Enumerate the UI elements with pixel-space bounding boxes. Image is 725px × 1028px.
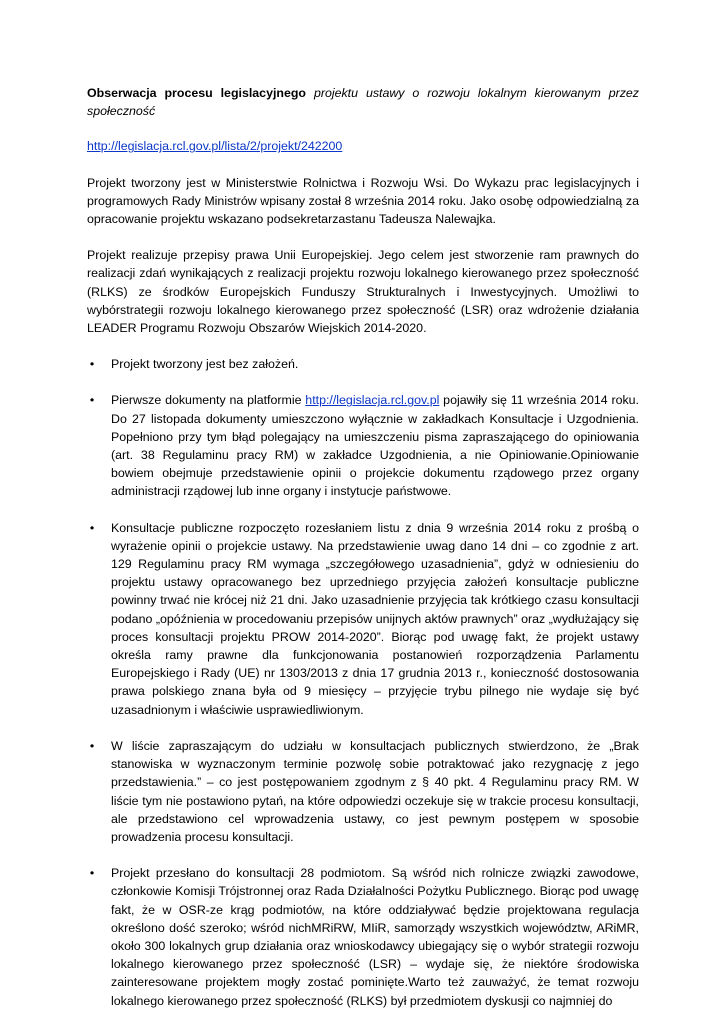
list-item-text: W liście zapraszającym do udziału w konsultacjach publicznych stwierdzono, że „Brak stanowiska w wyznaczonym terminie pozwolę sobie potraktować jako rezygnację z jego przedstawienia.” – co jest postępowaniem zgodnym z § 40 pkt. 4 Regulaminu pracy RM. W liście tym nie postawiono pytań, na które odpowiedzi oczekuje się w trakcie procesu konsultacji, ale przedstawiono cel wprowadzenia ustawy, co jest pewnym postępem w sposobie prowadzenia procesu konsultacji. bbox=[111, 738, 639, 844]
list-item-text-before: Pierwsze dokumenty na platformie bbox=[111, 393, 306, 408]
list-item bbox=[87, 355, 639, 373]
bullet-icon: • bbox=[89, 866, 95, 881]
list-item bbox=[87, 737, 639, 846]
list-item bbox=[87, 864, 639, 1010]
list-item bbox=[87, 391, 639, 500]
bullet-icon: • bbox=[89, 393, 95, 408]
project-url-link[interactable]: http://legislacja.rcl.gov.pl/lista/2/projekt/242200 bbox=[87, 139, 343, 154]
bullet-icon: • bbox=[89, 738, 95, 753]
title-bold: Obserwacja procesu legislacyjnego bbox=[87, 86, 307, 100]
list-item-text: Projekt przesłano do konsultacji 28 podmiotom. Są wśród nich rolnicze związki zawodowe, członkowie Komisji Trójstronnej oraz Rada Działalności Pożytku Publicznego. Biorąc pod uwagę fakt, że w OSR-ze krąg podmiotów, na które oddziaływać będzie projektowana regulacja określono dość szeroko; wśród nichMRiRW, MIiR, samorządy wszystkich województw, ARiMR, około 300 lokalnych grup działania oraz wnioskodawcy ubiegający się o wybór strategii rozwoju lokalnego kierowanego przez społeczność (LSR) – wydaje się, że niektóre środowiska zainteresowane projektem mogły zostać pominięte.Warto też zauważyć, że temat rozwoju lokalnego kierowanego przez społeczność (RLKS) był przedmiotem dyskusji co najmniej do bbox=[111, 866, 639, 1008]
paragraph-1: Projekt tworzony jest w Ministerstwie Rolnictwa i Rozwoju Wsi. Do Wykazu prac legislacyjnych i programowych Rady Ministrów wpisany został 8 września 2014 roku. Jako osobę odpowiedzialną za opracowanie projektu wskazano podsekretarzastanu Tadeusza Nalewajka. bbox=[87, 175, 639, 227]
list-item-text-after: pojawiły się 11 września 2014 roku. Do 27 listopada dokumenty umieszczono wyłącznie w zakładkach Konsultacje i Uzgodnienia. Popełniono przy tym błąd polegający na umieszczeniu pisma zapraszającego do opiniowania (art. 38 Regulaminu pracy RM) w zakładce Uzgodnienia, a nie Opiniowanie.Opiniowanie bowiem obejmuje przedstawienie opinii o projekcie dokumentu rządowego przez organy administracji rządowej lub inne organy i instytucje państwowe. bbox=[111, 393, 639, 499]
bullet-icon: • bbox=[89, 357, 95, 372]
title-italic: projektu ustawy o rozwoju lokalnym kierowanym przez społeczność bbox=[87, 86, 639, 119]
list-item bbox=[87, 519, 639, 719]
bullet-icon: • bbox=[89, 520, 95, 535]
list-item-text: Konsultacje publiczne rozpoczęto rozesłaniem listu z dnia 9 września 2014 roku z prośbą o wyrażenie opinii o projekcie ustawy. Na przedstawienie uwag dano 14 dni – co zgodnie z art. 129 Regulaminu pracy RM wymaga „szczegółowego uzasadnienia”, gdyż w odniesieniu do projektu ustawy opracowanego bez uprzedniego przyjęcia założeń konsultacje publiczne powinny trwać nie krócej niż 21 dni. Jako uzasadnienie przyjęcia tak krótkiego czasu konsultacji podano „opóźnienia w procedowaniu przepisów unijnych aktów prawnych” oraz „wydłużający się proces konsultacji projektu PROW 2014-2020”. Biorąc pod uwagę fakt, że projekt ustawy określa ramy prawne dla funkcjonowania postanowień rozporządzenia Parlamentu Europejskiego i Rady (UE) nr 1303/2013 z dnia 17 grudnia 2013 r., konieczność dostosowania prawa polskiego znana była od 9 miesięcy – przyjęcie trybu pilnego nie wydaje się być uzasadnionym i właściwie usprawiedliwionym. bbox=[111, 520, 639, 717]
list-item-text: Projekt tworzony jest bez założeń. bbox=[111, 357, 299, 372]
platform-link[interactable]: http://legislacja.rcl.gov.pl bbox=[305, 393, 440, 408]
project-url-line bbox=[87, 137, 639, 155]
document-page bbox=[87, 84, 639, 1028]
observation-list bbox=[87, 355, 639, 1010]
document-title bbox=[87, 84, 639, 120]
paragraph-2: Projekt realizuje przepisy prawa Unii Europejskiej. Jego celem jest stworzenie ram prawnych do realizacji zdań wynikających z realizacji projektu rozwoju lokalnego kierowanego przez społeczność (RLKS) ze środków Europejskich Funduszy Strukturalnych i Inwestycyjnych. Umożliwi to wybórstrategii rozwoju lokalnego kierowanego przez społeczność (LSR) oraz wdrożenie działania LEADER Programu Rozwoju Obszarów Wiejskich 2014-2020. bbox=[87, 248, 639, 336]
